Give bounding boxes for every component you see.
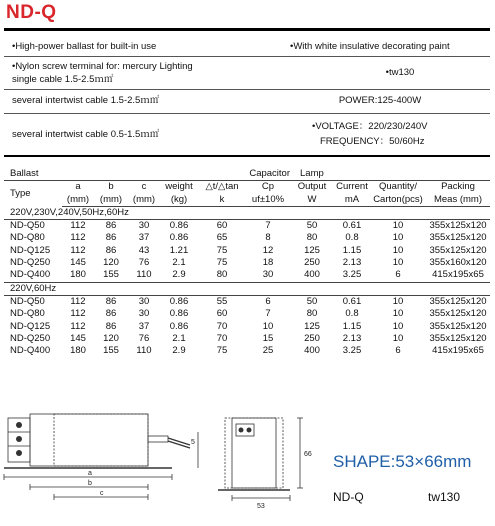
header-output: Output bbox=[297, 181, 327, 193]
table-cell: 110 bbox=[136, 269, 152, 281]
table-cell: 0.8 bbox=[345, 232, 359, 244]
unit-output: W bbox=[290, 194, 334, 207]
header-a: a bbox=[75, 181, 81, 193]
table-cell: 2.1 bbox=[172, 332, 186, 344]
feature-nylon-terminal: •Nylon screw terminal for: mercury Lighting bbox=[12, 61, 193, 72]
cable-gland bbox=[148, 436, 168, 442]
unit-cp: uf±10% bbox=[246, 194, 290, 207]
header-quantity: Quantity/ bbox=[378, 181, 418, 193]
table-cell: 3.25 bbox=[342, 345, 362, 357]
table-cell: 25 bbox=[262, 345, 274, 357]
table-cell: 355x125x120 bbox=[429, 308, 487, 320]
table-row bbox=[4, 321, 490, 333]
screw-icon bbox=[16, 422, 22, 428]
header-b: b bbox=[108, 181, 114, 193]
table-row bbox=[4, 308, 490, 320]
table-row bbox=[4, 245, 490, 257]
table-cell: 2.1 bbox=[172, 257, 186, 269]
table-cell: 415x195x65 bbox=[432, 269, 484, 281]
unit-packing: Meas (mm) bbox=[426, 194, 490, 207]
dimension-53-label: 53 bbox=[257, 503, 265, 510]
table-cell: 2.9 bbox=[172, 269, 186, 281]
page-title: ND-Q bbox=[6, 2, 57, 23]
table-cell: 120 bbox=[103, 332, 119, 344]
table-cell: 400 bbox=[304, 269, 320, 281]
table-row bbox=[4, 220, 490, 233]
divider bbox=[4, 56, 490, 57]
header-current: Current bbox=[336, 181, 368, 193]
header-cp: Cp bbox=[261, 181, 275, 193]
table-cell: 1.15 bbox=[342, 320, 362, 332]
table-cell: 112 bbox=[70, 295, 86, 307]
table-cell: 30 bbox=[262, 269, 274, 281]
table-cell: 155 bbox=[103, 345, 119, 357]
type-cell: ND-Q250 bbox=[10, 332, 51, 344]
table-cell: 112 bbox=[70, 244, 86, 256]
header-delta-t: △t/△tan bbox=[205, 181, 239, 193]
table-cell: 112 bbox=[70, 232, 86, 244]
table-cell: 110 bbox=[136, 345, 152, 357]
unit-delta-t: k bbox=[198, 194, 246, 207]
feature-model-code: •tw130 bbox=[385, 67, 415, 78]
group-label: 220V,60Hz bbox=[4, 282, 490, 295]
table-cell: 355x125x120 bbox=[429, 320, 487, 332]
table-cell: 12 bbox=[262, 244, 274, 256]
feature-voltage: •VOLTAGE：220/230/240V bbox=[312, 121, 428, 132]
table-cell: 0.86 bbox=[169, 308, 189, 320]
table-cell: 80 bbox=[216, 269, 228, 281]
feature-cable-2: several intertwist cable 0.5-1.5ｍ㎡ bbox=[12, 129, 160, 140]
table-cell: 0.61 bbox=[342, 220, 362, 232]
table-cell: 30 bbox=[138, 308, 150, 320]
table-header-row-1 bbox=[4, 181, 490, 194]
table-cell: 10 bbox=[392, 244, 404, 256]
header-packing: Packing bbox=[441, 181, 475, 193]
table-cell: 250 bbox=[304, 332, 320, 344]
table-cell: 250 bbox=[304, 257, 320, 269]
dimension-c-label: c bbox=[100, 490, 104, 497]
table-cell: 0.86 bbox=[169, 232, 189, 244]
group-row-1 bbox=[4, 206, 490, 219]
unit-b: (mm) bbox=[94, 194, 128, 207]
table-cell: 355x160x120 bbox=[429, 257, 487, 269]
feature-frequency: FREQUENCY：50/60Hz bbox=[320, 136, 425, 147]
group-row-2 bbox=[4, 282, 490, 295]
table-cell: 2.9 bbox=[172, 345, 186, 357]
unit-quantity: Carton(pcs) bbox=[370, 194, 426, 207]
type-cell: ND-Q50 bbox=[10, 295, 45, 307]
table-cell: 0.61 bbox=[342, 295, 362, 307]
type-cell: ND-Q250 bbox=[10, 257, 51, 269]
divider bbox=[4, 113, 490, 114]
type-cell: ND-Q50 bbox=[10, 220, 45, 232]
table-cell: 30 bbox=[138, 295, 150, 307]
table-cell: 0.86 bbox=[169, 320, 189, 332]
feature-cable-1: several intertwist cable 1.5-2.5ｍ㎡ bbox=[12, 95, 160, 106]
table-cell: 65 bbox=[216, 232, 228, 244]
unit-c: (mm) bbox=[128, 194, 160, 207]
table-cell: 37 bbox=[138, 320, 150, 332]
table-cell: 400 bbox=[304, 345, 320, 357]
table-cell: 10 bbox=[262, 320, 274, 332]
table-cell: 55 bbox=[216, 295, 228, 307]
type-cell: ND-Q80 bbox=[10, 308, 45, 320]
table-cell: 86 bbox=[105, 320, 117, 332]
table-cell: 10 bbox=[392, 308, 404, 320]
table-cell: 145 bbox=[70, 257, 86, 269]
table-cell: 2.13 bbox=[342, 257, 362, 269]
table-row bbox=[4, 345, 490, 357]
type-cell: ND-Q400 bbox=[10, 269, 51, 281]
ballast-core-outline bbox=[54, 414, 148, 466]
table-cell: 0.86 bbox=[169, 220, 189, 232]
screw-icon bbox=[247, 428, 252, 433]
table-cell: 6 bbox=[395, 345, 401, 357]
table-cell: 75 bbox=[216, 244, 228, 256]
dimension-a-label: a bbox=[88, 470, 92, 477]
table-cell: 355x125x120 bbox=[429, 332, 487, 344]
table-group-1 bbox=[4, 220, 490, 282]
table-cell: 86 bbox=[105, 232, 117, 244]
feature-single-cable: single cable 1.5-2.5ｍ㎡ bbox=[12, 74, 114, 85]
header-ballast: Ballast bbox=[4, 168, 62, 181]
header-weight: weight bbox=[165, 181, 193, 193]
type-cell: ND-Q125 bbox=[10, 320, 51, 332]
dimension-66-label: 66 bbox=[304, 451, 312, 458]
dimension-b-label: b bbox=[88, 480, 92, 487]
type-cell: ND-Q80 bbox=[10, 232, 45, 244]
table-section-header bbox=[4, 168, 490, 181]
table-cell: 50 bbox=[306, 220, 318, 232]
table-cell: 7 bbox=[265, 308, 271, 320]
table-cell: 76 bbox=[138, 332, 150, 344]
table-cell: 0.8 bbox=[345, 308, 359, 320]
table-cell: 7 bbox=[265, 220, 271, 232]
table-cell: 2.13 bbox=[342, 332, 362, 344]
table-cell: 76 bbox=[138, 257, 150, 269]
unit-a: (mm) bbox=[62, 194, 94, 207]
table-cell: 75 bbox=[216, 257, 228, 269]
table-cell: 43 bbox=[138, 244, 150, 256]
header-c: c bbox=[141, 181, 147, 193]
unit-weight: (kg) bbox=[160, 194, 198, 207]
table-cell: 112 bbox=[70, 320, 86, 332]
shape-size: SHAPE:53×66mm bbox=[333, 452, 472, 471]
table-cell: 75 bbox=[216, 345, 228, 357]
table-cell: 3.25 bbox=[342, 269, 362, 281]
table-cell: 10 bbox=[392, 320, 404, 332]
table-group-2 bbox=[4, 295, 490, 357]
header-lamp: Lamp bbox=[290, 168, 334, 181]
table-cell: 86 bbox=[105, 244, 117, 256]
dimension-5-label: 5 bbox=[191, 439, 195, 446]
header-type: Type bbox=[10, 187, 31, 199]
table-row bbox=[4, 333, 490, 345]
table-cell: 112 bbox=[70, 308, 86, 320]
table-cell: 10 bbox=[392, 257, 404, 269]
table-cell: 18 bbox=[262, 257, 274, 269]
feature-power: POWER:125-400W bbox=[338, 95, 422, 106]
table-cell: 180 bbox=[70, 269, 86, 281]
table-cell: 86 bbox=[105, 220, 117, 232]
unit-current: mA bbox=[334, 194, 370, 207]
table-cell: 10 bbox=[392, 220, 404, 232]
table-cell: 1.21 bbox=[169, 244, 189, 256]
table-cell: 355x125x120 bbox=[429, 232, 487, 244]
table-cell: 60 bbox=[216, 308, 228, 320]
table-cell: 86 bbox=[105, 308, 117, 320]
table-row bbox=[4, 269, 490, 282]
table-cell: 70 bbox=[216, 332, 228, 344]
group-label: 220V,230V,240V,50Hz,60Hz bbox=[4, 206, 490, 219]
table-cell: 50 bbox=[306, 295, 318, 307]
table-cell: 37 bbox=[138, 232, 150, 244]
ballast-body-side bbox=[30, 414, 148, 466]
table-cell: 120 bbox=[103, 257, 119, 269]
divider bbox=[4, 89, 490, 90]
table-row bbox=[4, 257, 490, 269]
spec-table bbox=[4, 168, 490, 357]
header-capacitor: Capacitor bbox=[246, 168, 290, 181]
screw-icon bbox=[16, 450, 22, 456]
table-cell: 1.15 bbox=[342, 244, 362, 256]
table-cell: 355x125x120 bbox=[429, 244, 487, 256]
table-cell: 6 bbox=[265, 295, 271, 307]
table-cell: 112 bbox=[70, 220, 86, 232]
table-cell: 145 bbox=[70, 332, 86, 344]
table-cell: 80 bbox=[306, 232, 318, 244]
table-cell: 415x195x65 bbox=[432, 345, 484, 357]
table-cell: 0.86 bbox=[169, 295, 189, 307]
table-cell: 10 bbox=[392, 295, 404, 307]
table-cell: 125 bbox=[304, 244, 320, 256]
table-row bbox=[4, 295, 490, 308]
type-cell: ND-Q400 bbox=[10, 345, 51, 357]
table-cell: 10 bbox=[392, 332, 404, 344]
table-cell: 8 bbox=[265, 232, 271, 244]
table-cell: 180 bbox=[70, 345, 86, 357]
table-cell: 155 bbox=[103, 269, 119, 281]
title-rule bbox=[4, 28, 490, 31]
table-cell: 355x125x120 bbox=[429, 220, 487, 232]
table-cell: 6 bbox=[395, 269, 401, 281]
table-cell: 125 bbox=[304, 320, 320, 332]
table-cell: 15 bbox=[262, 332, 274, 344]
feature-white-paint: •With white insulative decorating paint bbox=[290, 41, 450, 52]
screw-icon bbox=[16, 436, 22, 442]
screw-icon bbox=[239, 428, 244, 433]
model-code: tw130 bbox=[428, 490, 461, 504]
table-cell: 80 bbox=[306, 308, 318, 320]
table-cell: 30 bbox=[138, 220, 150, 232]
table-row bbox=[4, 232, 490, 244]
section-rule bbox=[4, 155, 490, 157]
type-cell: ND-Q125 bbox=[10, 244, 51, 256]
model-name: ND-Q bbox=[333, 490, 364, 504]
table-cell: 355x125x120 bbox=[429, 295, 487, 307]
feature-built-in: •High-power ballast for built-in use bbox=[12, 41, 157, 52]
table-cell: 60 bbox=[216, 220, 228, 232]
table-header-row-2 bbox=[4, 194, 490, 207]
table-cell: 10 bbox=[392, 232, 404, 244]
table-cell: 70 bbox=[216, 320, 228, 332]
table-cell: 86 bbox=[105, 295, 117, 307]
